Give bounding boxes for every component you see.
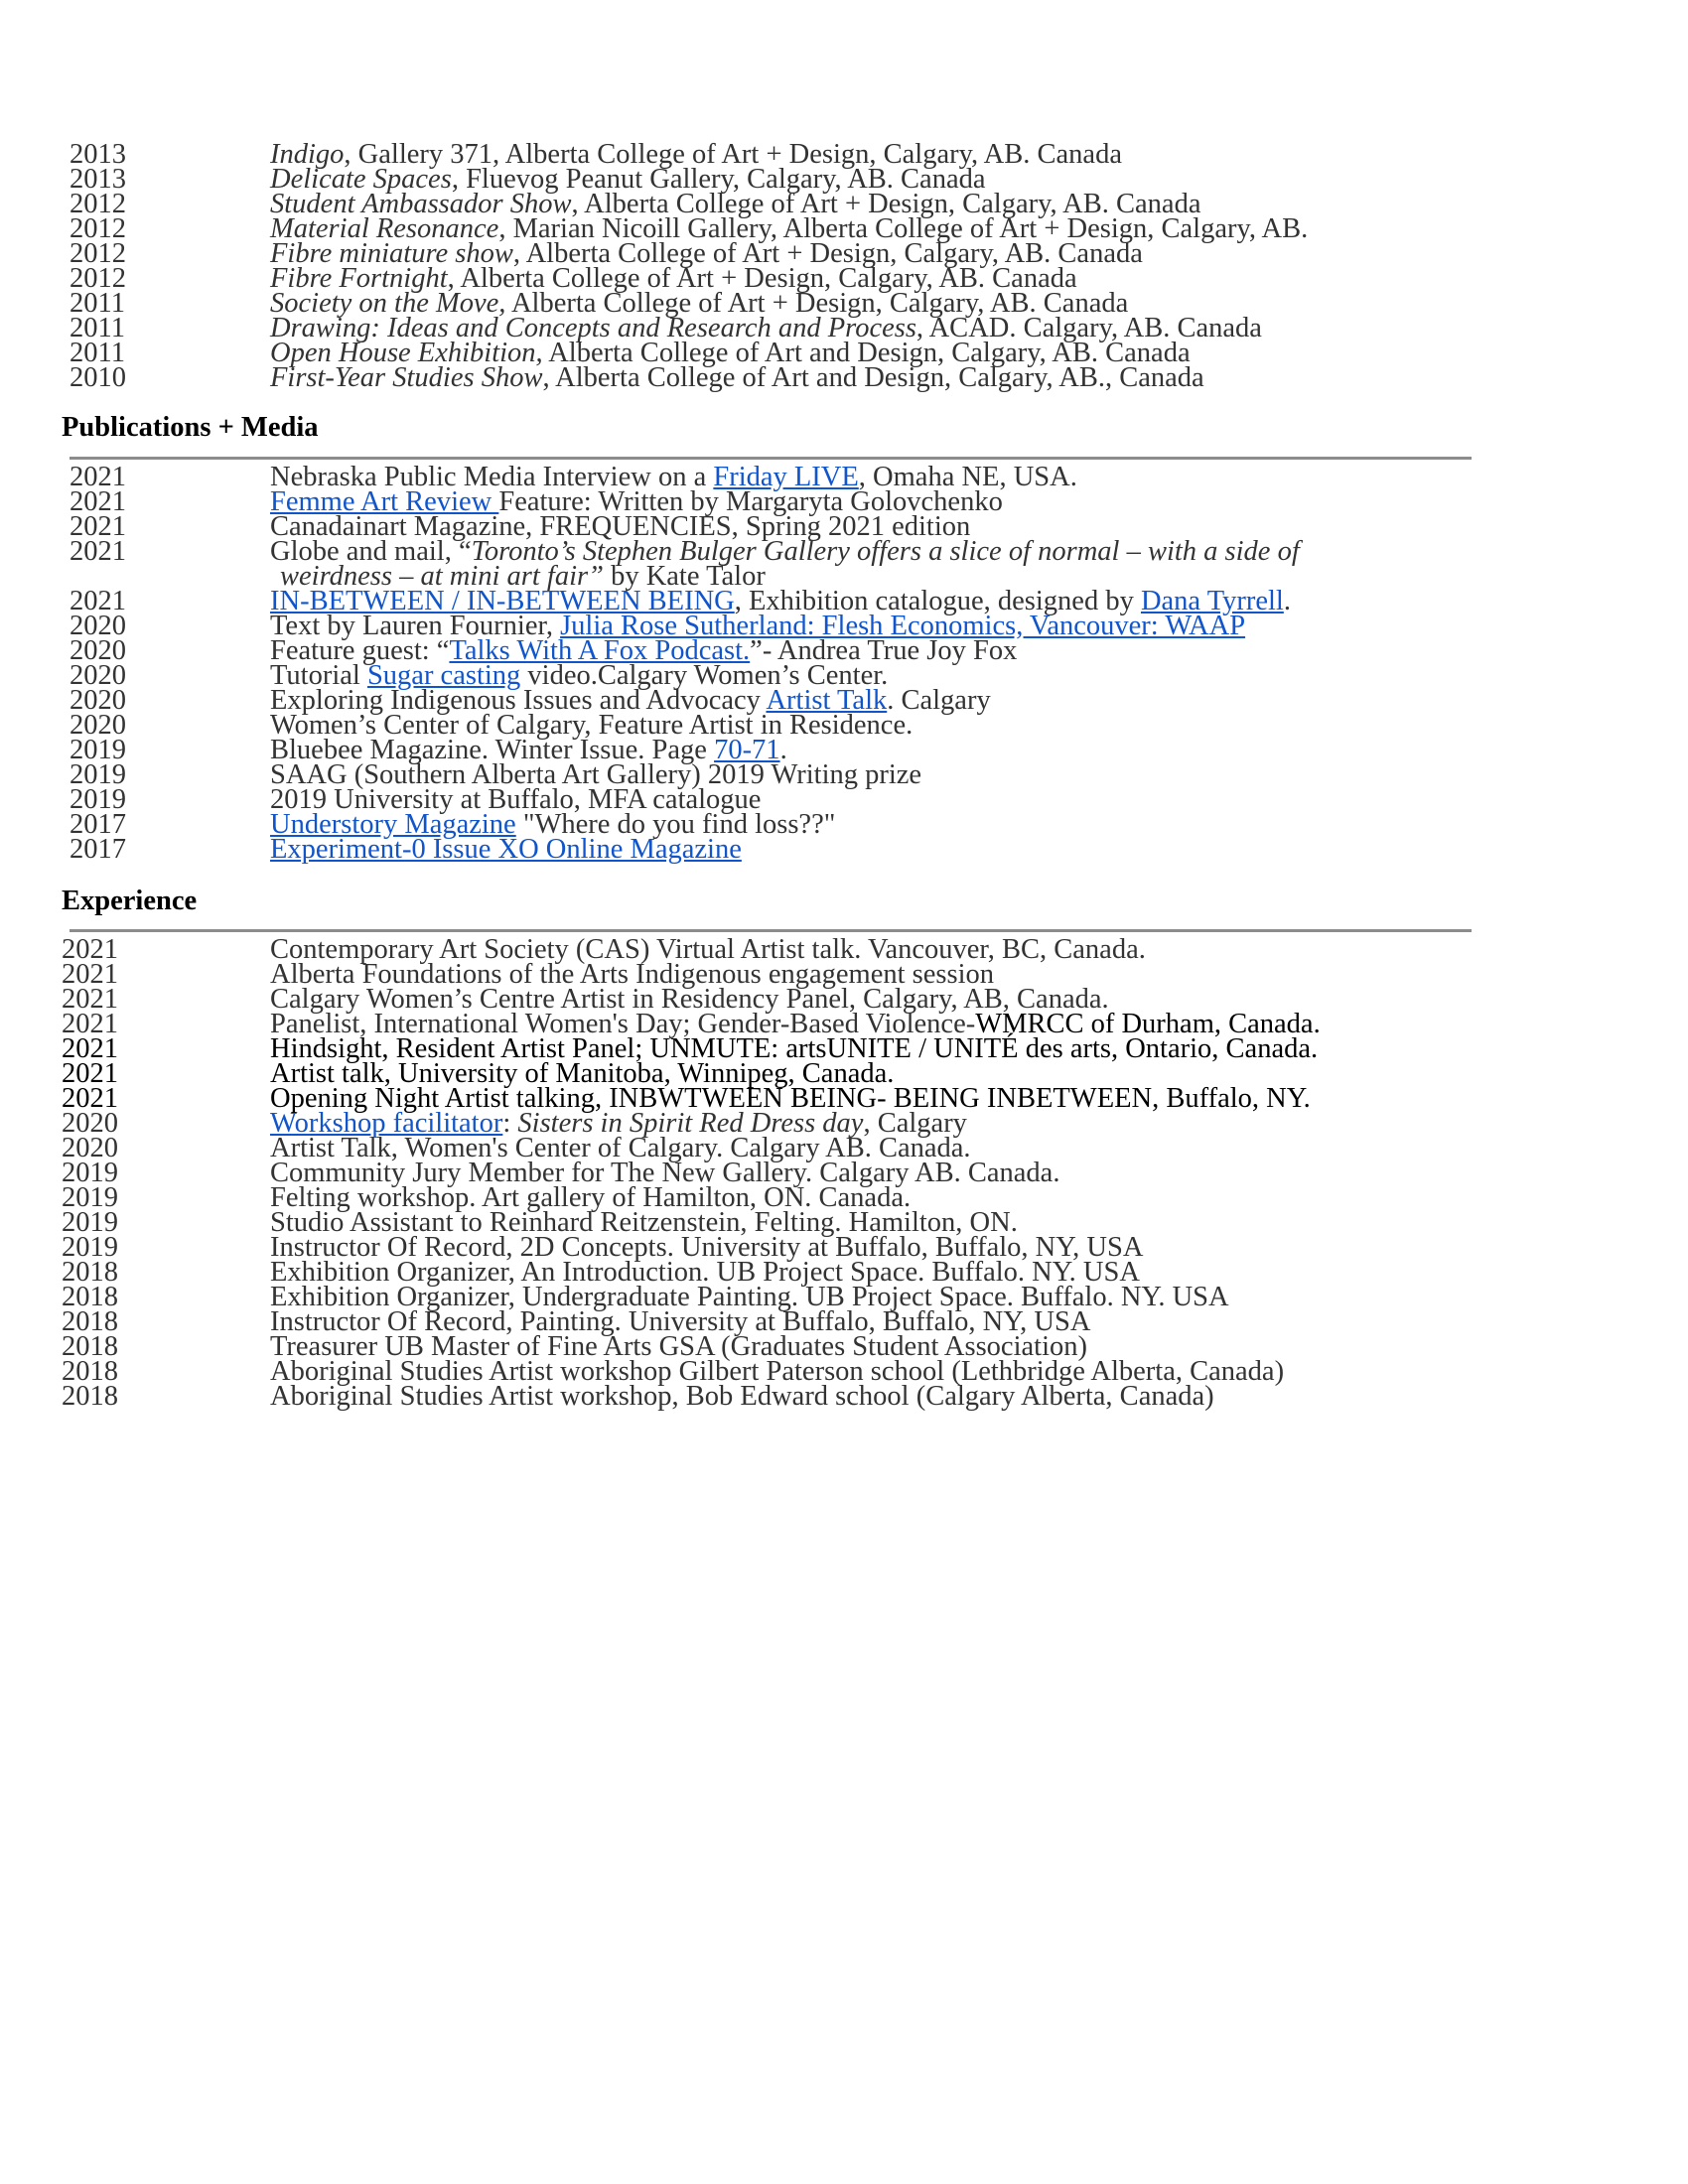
entry-year: 2021 <box>70 511 126 542</box>
entry-year: 2020 <box>70 635 126 666</box>
entry-text-part: Aboriginal Studies Artist workshop, Bob Edward school (Calgary Alberta, Canada) <box>270 1381 1214 1412</box>
entry-text-part: , Calgary <box>863 1108 967 1139</box>
entry-year: 2021 <box>62 934 118 965</box>
entry-text-part: , ACAD. Calgary, AB. Canada <box>915 313 1262 343</box>
entry-link[interactable]: Artist Talk <box>766 685 888 716</box>
entry-year: 2019 <box>62 1207 118 1238</box>
entry-title: Fibre Fortnight <box>270 263 448 294</box>
entry-text-part: Globe and mail, “ <box>270 536 472 567</box>
entry-year: 2021 <box>62 959 118 990</box>
entry-title: Material Resonance <box>270 213 499 244</box>
entry-year: 2019 <box>62 1232 118 1263</box>
entry-year: 2011 <box>70 288 125 319</box>
entry-text-part: Hindsight, Resident Artist Panel; UNMUTE: artsUNITE / UNITÉ des arts, Ontario, Canada. <box>270 1033 1319 1064</box>
entry-title: Drawing: Ideas and Concepts and Research and Process <box>270 313 916 343</box>
entry-text-part: Alberta Foundations of the Arts Indigenous engagement session <box>270 959 995 990</box>
entry-text-part: "Where do you find loss??" <box>515 809 836 840</box>
entry-title: Student Ambassador Show <box>270 189 572 219</box>
entry-text-part: . <box>1283 586 1291 616</box>
entry-text-part: Exhibition Organizer, Undergraduate Painting. UB Project Space. Buffalo. NY. USA <box>270 1282 1229 1312</box>
entry-text-part: Instructor Of Record, 2D Concepts. University at Buffalo, Buffalo, NY, USA <box>270 1232 1144 1263</box>
publications-heading: Publications + Media <box>62 412 319 443</box>
entry-year: 2021 <box>70 486 126 517</box>
entry-title: Society on the Move, <box>270 288 506 319</box>
entry-link[interactable]: IN-BETWEEN / IN-BETWEEN BEING <box>270 586 735 616</box>
entry-year: 2012 <box>70 213 126 244</box>
entry-text <box>270 1379 1214 1414</box>
entry-text-part: Women’s Center of Calgary, Feature Artist in Residence. <box>270 710 914 741</box>
entry-year: 2012 <box>70 238 126 269</box>
entry-text-part: Alberta College of Art + Design, Calgary, AB. Canada <box>505 288 1129 319</box>
entry-year: 2020 <box>62 1108 118 1139</box>
entry-link[interactable]: Julia Rose Sutherland: Flesh Economics, Vancouver: WAAP <box>560 611 1246 641</box>
entry-title: Toronto’s Stephen Bulger Gallery offers a slice of normal – with a side of <box>471 536 1300 567</box>
entry-link[interactable]: Dana Tyrrell <box>1140 586 1284 616</box>
entry-link[interactable]: Understory Magazine <box>270 809 516 840</box>
entry-year: 2018 <box>62 1381 118 1412</box>
entry-year: 2021 <box>62 984 118 1015</box>
entry-text <box>270 360 1204 395</box>
experience-heading: Experience <box>62 886 198 916</box>
entry-year: 2012 <box>70 189 126 219</box>
entry-text-part: , Marian Nicoill Gallery, Alberta College of Art + Design, Calgary, AB. <box>498 213 1309 244</box>
entry-year: 2011 <box>70 313 125 343</box>
entry-text-part: , Fluevog Peanut Gallery, Calgary, AB. Canada <box>451 164 986 195</box>
entry-link[interactable]: 70-71 <box>714 735 780 765</box>
entry-text-part: Exhibition Organizer, An Introduction. UB Project Space. Buffalo. NY. USA <box>270 1257 1140 1288</box>
entry-year: 2021 <box>62 1033 118 1064</box>
entry-text-part: Tutorial <box>270 660 367 691</box>
entry-text-part: Opening Night Artist talking, INBWTWEEN BEING- BEING INBETWEEN, Buffalo, NY. <box>270 1083 1311 1114</box>
entry-text-part: Calgary Women’s Centre Artist in Residency Panel, Calgary, AB, Canada. <box>270 984 1109 1015</box>
entry-year: 2019 <box>70 759 126 790</box>
entry-year: 2021 <box>62 1083 118 1114</box>
entry-link[interactable]: Femme Art Review <box>270 486 499 517</box>
entry-year: 2018 <box>62 1257 118 1288</box>
entry-year: 2018 <box>62 1282 118 1312</box>
entry-text-part: WMRCC of Durham, Canada. <box>975 1009 1321 1039</box>
entry-link[interactable]: Talks With A Fox Podcast. <box>449 635 751 666</box>
entry-text-part: Community Jury Member for The New Gallery. Calgary AB. Canada. <box>270 1158 1060 1188</box>
entry-text-part: Text by Lauren Fournier, <box>270 611 561 641</box>
entry-year: 2012 <box>70 263 126 294</box>
entry-title: First-Year Studies Show <box>270 362 543 393</box>
entry-year: 2021 <box>62 1058 118 1089</box>
entry-title: Open House Exhibition, <box>270 338 543 368</box>
entry-text-part: . <box>779 735 787 765</box>
entry-text-part: Alberta College of Art and Design, Calgary, AB. Canada <box>542 338 1191 368</box>
entry-text-part: Panelist, International Women's Day; Gender-Based Violence- <box>270 1009 976 1039</box>
entry-text-part: Nebraska Public Media Interview on a <box>270 462 714 492</box>
entry-year: 2017 <box>70 834 126 865</box>
entry-year: 2019 <box>62 1158 118 1188</box>
entry-year: 2020 <box>70 660 126 691</box>
entry-year: 2019 <box>70 784 126 815</box>
entry-text-part: Canadainart Magazine, FREQUENCIES, Spring 2021 edition <box>270 511 971 542</box>
entry-title: Delicate Spaces <box>270 164 452 195</box>
entry-text-part: , Exhibition catalogue, designed by <box>734 586 1141 616</box>
entry-text-part: . Calgary <box>887 685 991 716</box>
entry-text-part: Artist talk, University of Manitoba, Winnipeg, Canada. <box>270 1058 895 1089</box>
entry-text-part: Artist Talk, Women's Center of Calgary. Calgary AB. Canada. <box>270 1133 971 1163</box>
entry-text-part: , Gallery 371, Alberta College of Art + Design, Calgary, AB. Canada <box>344 139 1122 170</box>
entry-text-part: ”- Andrea True Joy Fox <box>750 635 1018 666</box>
entry-text-part: Feature guest: “ <box>270 635 450 666</box>
entry-year: 2013 <box>70 164 126 195</box>
entry-text-part: Felting workshop. Art gallery of Hamilton, ON. Canada. <box>270 1182 912 1213</box>
entry-year: 2020 <box>70 611 126 641</box>
entry-text <box>270 832 742 867</box>
entry-text-part: Treasurer UB Master of Fine Arts GSA (Graduates Student Association) <box>270 1331 1087 1362</box>
entry-text-part: : <box>502 1108 518 1139</box>
entry-text-part: , Alberta College of Art and Design, Calgary, AB., Canada <box>542 362 1204 393</box>
entry-link[interactable]: Workshop facilitator <box>270 1108 503 1139</box>
entry-text-part: , Alberta College of Art + Design, Calgary, AB. Canada <box>571 189 1201 219</box>
entry-year: 2021 <box>70 536 126 567</box>
entry-year: 2011 <box>70 338 125 368</box>
entry-link[interactable]: Friday LIVE <box>713 462 859 492</box>
entry-year: 2010 <box>70 362 126 393</box>
entry-text-part: , Omaha NE, USA. <box>858 462 1077 492</box>
entry-text-part: 2019 University at Buffalo, MFA catalogue <box>270 784 762 815</box>
entry-year: 2021 <box>62 1009 118 1039</box>
entry-text-part: , Alberta College of Art + Design, Calgary, AB. Canada <box>512 238 1143 269</box>
entry-year: 2018 <box>62 1331 118 1362</box>
entry-year: 2019 <box>62 1182 118 1213</box>
entry-text-part: Bluebee Magazine. Winter Issue. Page <box>270 735 715 765</box>
entry-text-part: Aboriginal Studies Artist workshop Gilbert Paterson school (Lethbridge Alberta, Canada) <box>270 1356 1285 1387</box>
entry-year: 2018 <box>62 1356 118 1387</box>
entry-text-part: Studio Assistant to Reinhard Reitzenstein, Felting. Hamilton, ON. <box>270 1207 1018 1238</box>
entry-year: 2020 <box>70 710 126 741</box>
entry-year: 2017 <box>70 809 126 840</box>
entry-text-part: Contemporary Art Society (CAS) Virtual Artist talk. Vancouver, BC, Canada. <box>270 934 1146 965</box>
entry-year: 2021 <box>70 462 126 492</box>
entry-title: Sisters in Spirit Red Dress day <box>517 1108 864 1139</box>
entry-year: 2018 <box>62 1306 118 1337</box>
entry-text-part: by Kate Talor <box>603 561 766 592</box>
entry-year: 2013 <box>70 139 126 170</box>
entry-year: 2020 <box>70 685 126 716</box>
entry-text-part: Instructor Of Record, Painting. University at Buffalo, Buffalo, NY, USA <box>270 1306 1091 1337</box>
entry-link[interactable]: Experiment-0 Issue XO Online Magazine <box>270 834 742 865</box>
entry-year: 2019 <box>70 735 126 765</box>
entry-title: Indigo <box>270 139 345 170</box>
entry-text-part: SAAG (Southern Alberta Art Gallery) 2019 Writing prize <box>270 759 922 790</box>
entry-link[interactable]: Sugar casting <box>366 660 521 691</box>
entry-text-part: Feature: Written by Margaryta Golovchenko <box>498 486 1003 517</box>
entry-year: 2020 <box>62 1133 118 1163</box>
entry-text-part: video.Calgary Women’s Center. <box>520 660 889 691</box>
entry-text-part: Exploring Indigenous Issues and Advocacy <box>270 685 767 716</box>
entry-year: 2021 <box>70 586 126 616</box>
entry-title: Fibre miniature show <box>270 238 513 269</box>
entry-text-part: , Alberta College of Art + Design, Calgary, AB. Canada <box>447 263 1077 294</box>
entry-title: weirdness – at mini art fair” <box>280 561 604 592</box>
